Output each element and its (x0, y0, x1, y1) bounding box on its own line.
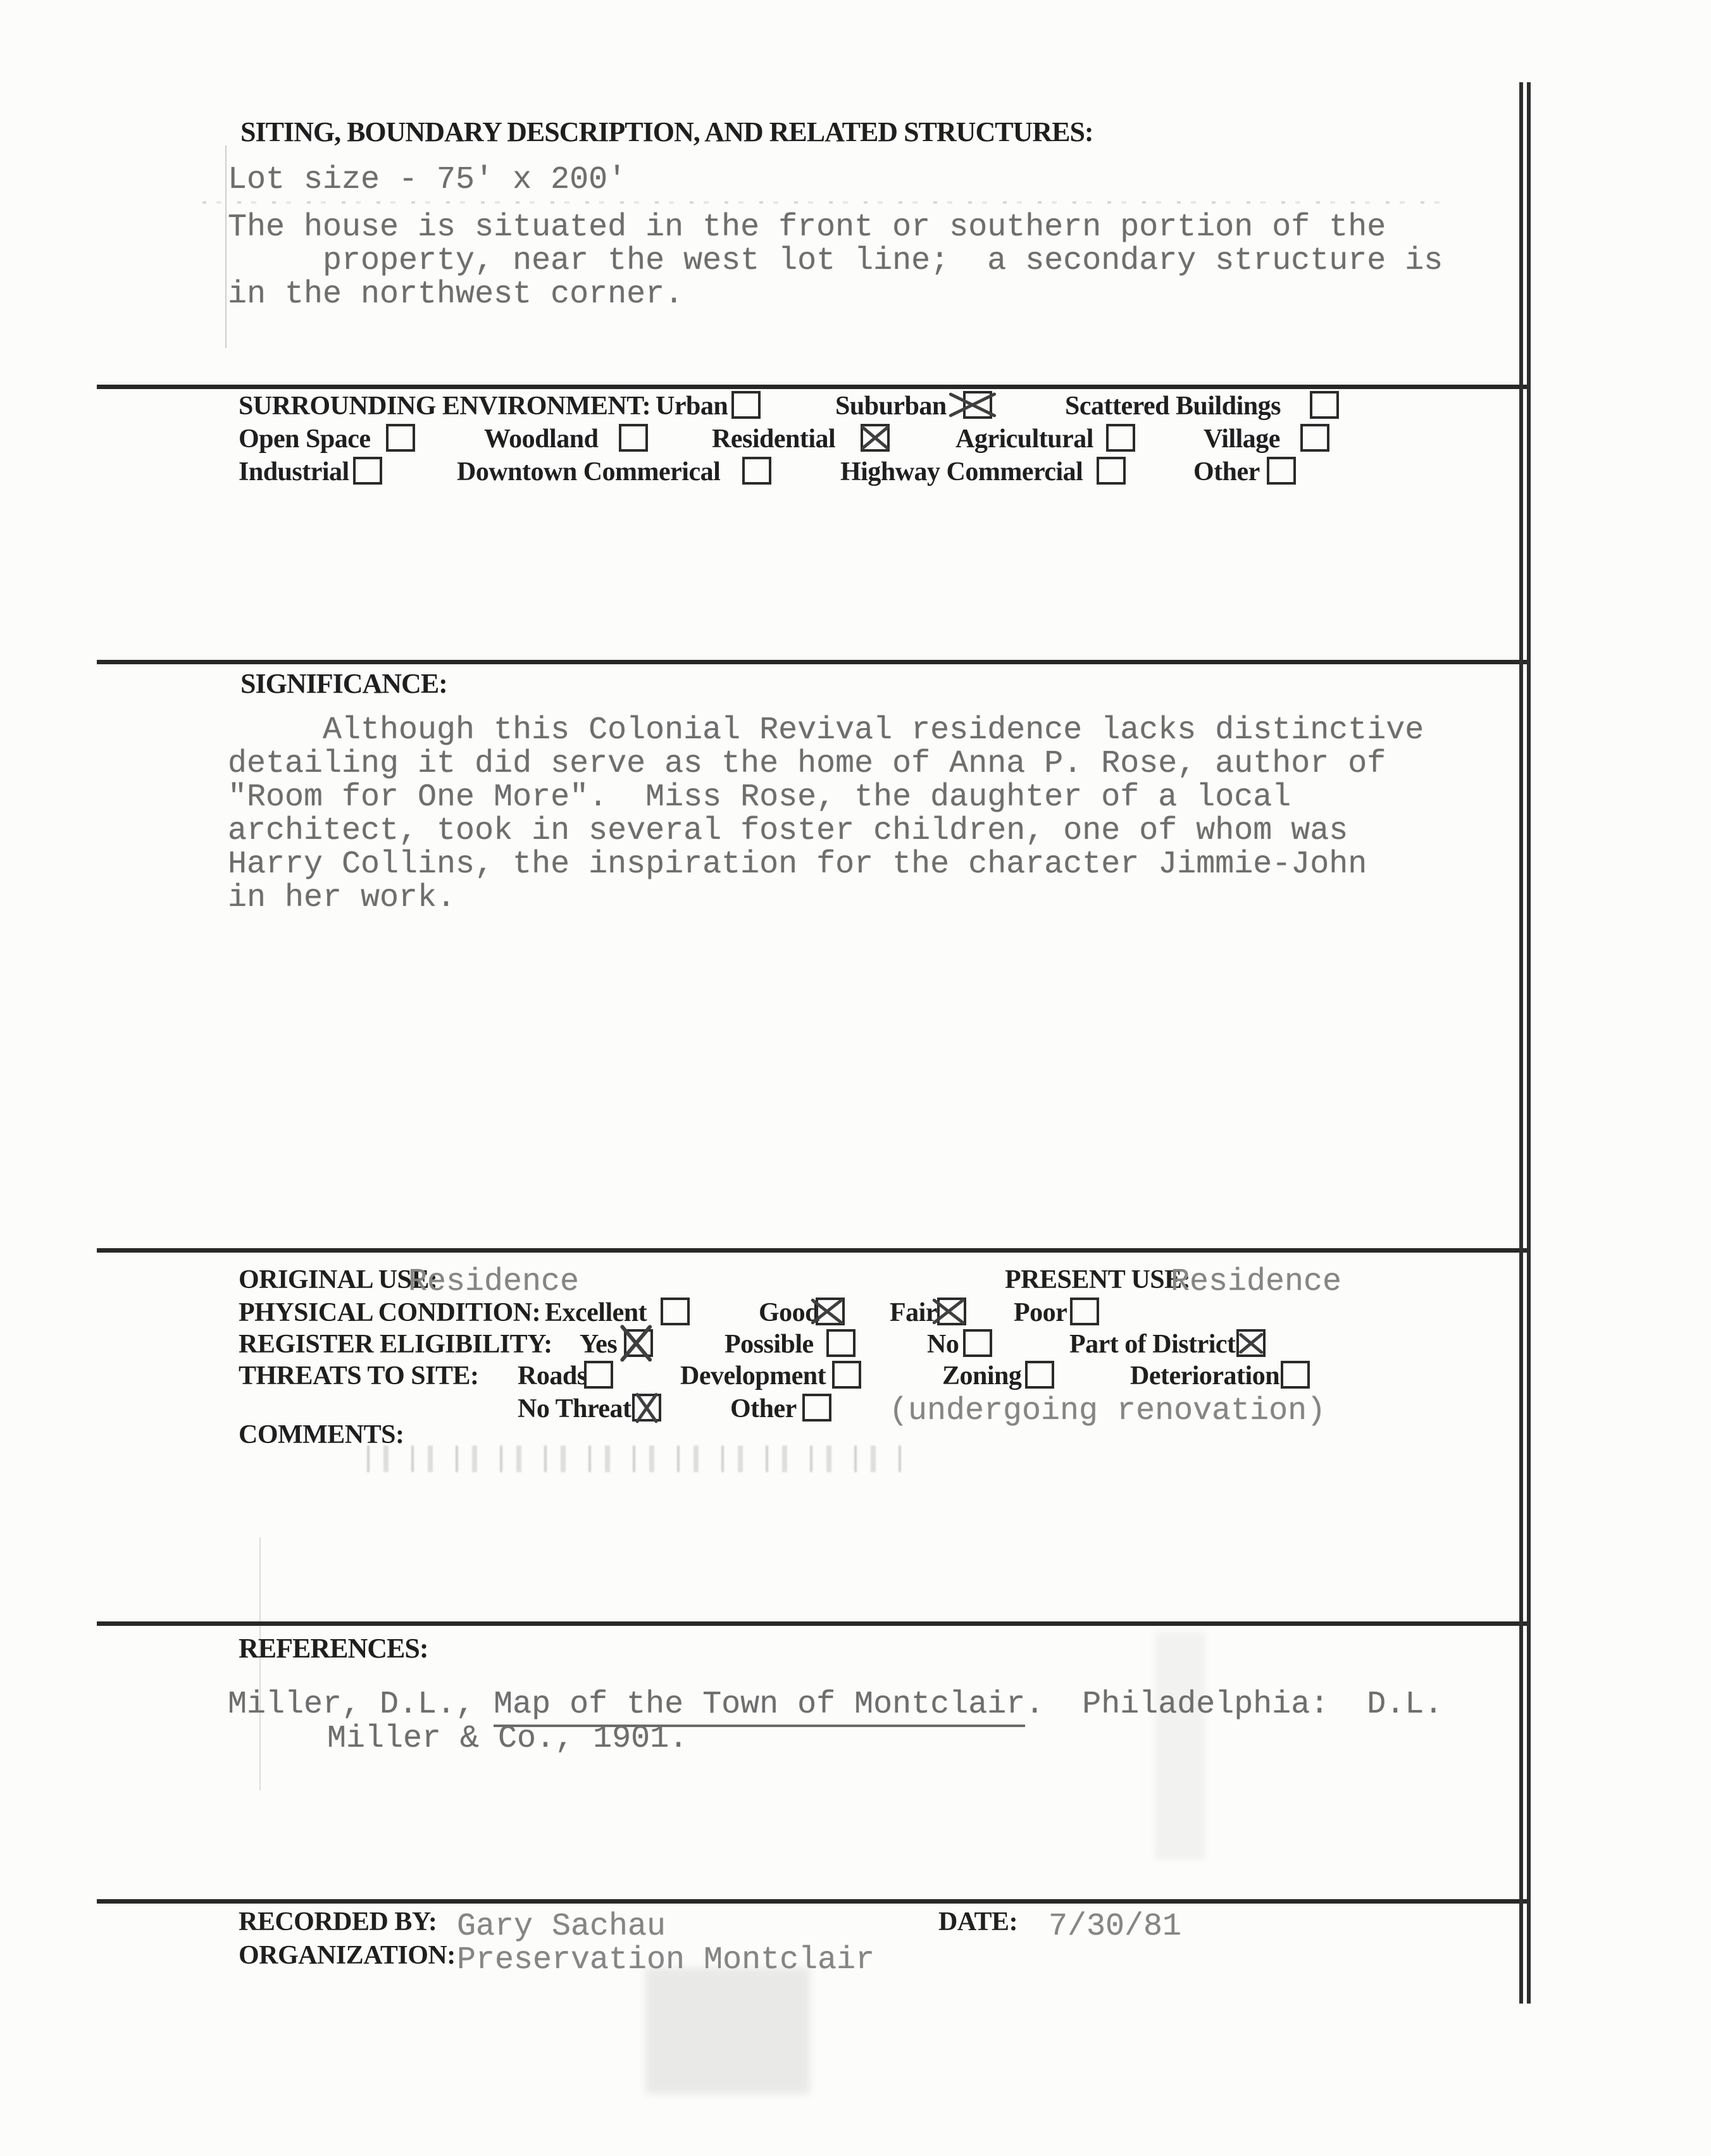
recorded-by-row (0, 1907, 1711, 1945)
no-label: No (927, 1330, 959, 1359)
original-use-value: Residence (408, 1264, 580, 1300)
checkmark-icon (966, 393, 990, 416)
environment-row-2 (0, 424, 1711, 454)
checkmark-icon (940, 1300, 964, 1323)
residential-label: Residential (712, 424, 836, 454)
section-divider-use (97, 1248, 1528, 1253)
checkbox-village[interactable] (1300, 424, 1329, 452)
siting-description-line: property, near the west lot line; a secondary structure is (228, 243, 1443, 279)
downtown-commerical-label: Downtown Commerical (457, 457, 721, 486)
good-label: Good (759, 1298, 820, 1327)
significance-line: Although this Colonial Revival residence lacks distinctive (228, 712, 1424, 748)
checkbox-urban[interactable] (731, 391, 761, 419)
use-row (0, 1264, 1711, 1300)
checkmark-icon (863, 426, 887, 449)
checkbox-scattered-buildings[interactable] (1310, 391, 1339, 419)
environment-row-1 (0, 391, 1711, 421)
citation-title-underlined: Map of the Town of Montclair (494, 1687, 1025, 1727)
citation-suffix: . Philadelphia: D.L. (1025, 1687, 1443, 1723)
section-divider-footer (97, 1899, 1528, 1904)
scan-smudge-line (202, 201, 1455, 204)
checkbox-residential[interactable] (861, 424, 890, 452)
siting-description-line: in the northwest corner. (228, 276, 684, 313)
checkmark-icon (626, 1332, 650, 1354)
yes-label: Yes (580, 1330, 618, 1359)
village-label: Village (1204, 424, 1280, 454)
threats-row-1 (0, 1361, 1711, 1391)
checkmark-icon (1239, 1332, 1263, 1354)
checkbox-fair[interactable] (937, 1298, 966, 1325)
checkbox-no-threat[interactable] (632, 1394, 661, 1422)
surrounding-environment-label: SURROUNDING ENVIRONMENT: (239, 392, 651, 421)
checkbox-development[interactable] (832, 1361, 861, 1389)
checkbox-yes[interactable] (624, 1329, 653, 1357)
significance-line: in her work. (228, 880, 456, 916)
reference-citation-line-1 (228, 1688, 1443, 1721)
checkbox-good[interactable] (816, 1298, 845, 1325)
scan-smudge-bottom (645, 1967, 810, 2094)
part-of-district-label: Part of District (1069, 1330, 1236, 1359)
siting-description-line: The house is situated in the front or southern portion of the (228, 209, 1386, 245)
lot-size-value: Lot size - 75' x 200' (228, 162, 627, 198)
significance-line: Harry Collins, the inspiration for the character Jimmie-John (228, 846, 1367, 883)
recorded-by-label: RECORDED BY: (239, 1907, 437, 1936)
other-threat-label: Other (730, 1394, 797, 1423)
checkbox-poor[interactable] (1070, 1298, 1099, 1325)
poor-label: Poor (1014, 1298, 1067, 1327)
other-environment-label: Other (1193, 457, 1260, 486)
checkbox-suburban[interactable] (963, 391, 992, 419)
deterioration-label: Deterioration (1130, 1361, 1280, 1391)
checkbox-open-space[interactable] (386, 424, 415, 452)
section-divider-environment (97, 385, 1528, 389)
zoning-label: Zoning (942, 1361, 1022, 1391)
checkbox-downtown-commerical[interactable] (742, 457, 771, 485)
suburban-label: Suburban (835, 392, 947, 421)
scattered-buildings-label: Scattered Buildings (1065, 392, 1281, 421)
reference-citation-line-2: Miller & Co., 1901. (327, 1721, 688, 1757)
significance-line: "Room for One More". Miss Rose, the daughter of a local (228, 779, 1291, 815)
agricultural-label: Agricultural (955, 424, 1093, 454)
significance-section-header: SIGNIFICANCE: (240, 668, 447, 699)
checkbox-deterioration[interactable] (1281, 1361, 1310, 1389)
scan-hairline (225, 146, 227, 348)
citation-prefix: Miller, D.L., (228, 1687, 494, 1723)
checkbox-highway-commercial[interactable] (1097, 457, 1126, 485)
significance-line: detailing it did serve as the home of Anna P. Rose, author of (228, 746, 1386, 782)
recorded-by-value: Gary Sachau (457, 1909, 666, 1945)
roads-label: Roads (518, 1361, 587, 1391)
physical-condition-row (0, 1298, 1711, 1328)
register-eligibility-label: REGISTER ELIGIBILITY: (239, 1330, 552, 1359)
checkbox-part-of-district[interactable] (1236, 1329, 1266, 1357)
checkbox-roads[interactable] (584, 1361, 613, 1389)
organization-row (0, 1940, 1711, 1978)
organization-label: ORGANIZATION: (239, 1941, 456, 1970)
excellent-label: Excellent (545, 1298, 647, 1327)
checkmark-icon (635, 1396, 659, 1419)
woodland-label: Woodland (484, 424, 599, 454)
scan-smudge-right (1155, 1632, 1205, 1860)
urban-label: Urban (656, 392, 728, 421)
threats-note: (undergoing renovation) (889, 1393, 1326, 1429)
physical-condition-label: PHYSICAL CONDITION: (239, 1298, 541, 1327)
siting-section-header: SITING, BOUNDARY DESCRIPTION, AND RELATED STRUCTURES: (240, 116, 1093, 147)
scan-smudge-comments (367, 1446, 911, 1472)
checkbox-other-environment[interactable] (1267, 457, 1296, 485)
threats-to-site-label: THREATS TO SITE: (239, 1361, 479, 1391)
possible-label: Possible (725, 1330, 814, 1359)
environment-row-3 (0, 457, 1711, 487)
checkbox-other-threat[interactable] (802, 1394, 831, 1422)
highway-commercial-label: Highway Commercial (840, 457, 1083, 486)
checkbox-agricultural[interactable] (1106, 424, 1135, 452)
fair-label: Fair (890, 1298, 937, 1327)
section-divider-significance (97, 660, 1528, 664)
checkbox-zoning[interactable] (1025, 1361, 1054, 1389)
checkmark-icon (818, 1300, 842, 1323)
checkbox-excellent[interactable] (661, 1298, 690, 1325)
industrial-label: Industrial (239, 457, 349, 486)
checkbox-industrial[interactable] (353, 457, 382, 485)
register-eligibility-row (0, 1329, 1711, 1360)
present-use-value: Residence (1171, 1264, 1342, 1300)
references-section-header: REFERENCES: (239, 1633, 428, 1664)
comments-label: COMMENTS: (239, 1420, 404, 1449)
organization-value: Preservation Montclair (457, 1942, 875, 1978)
date-value: 7/30/81 (1048, 1909, 1182, 1945)
development-label: Development (680, 1361, 826, 1391)
present-use-label: PRESENT USE: (1005, 1265, 1191, 1294)
significance-line: architect, took in several foster children, one of whom was (228, 813, 1348, 849)
original-use-label: ORIGINAL USE: (239, 1265, 438, 1294)
page-edge-line-outer (1527, 82, 1531, 2004)
page-edge-line-inner (1519, 82, 1523, 2004)
checkbox-no[interactable] (963, 1329, 992, 1357)
checkbox-possible[interactable] (826, 1329, 856, 1357)
open-space-label: Open Space (239, 424, 371, 454)
no-threat-label: No Threat (518, 1394, 632, 1423)
date-label: DATE: (938, 1907, 1018, 1936)
section-divider-references (97, 1621, 1528, 1626)
checkbox-woodland[interactable] (619, 424, 648, 452)
